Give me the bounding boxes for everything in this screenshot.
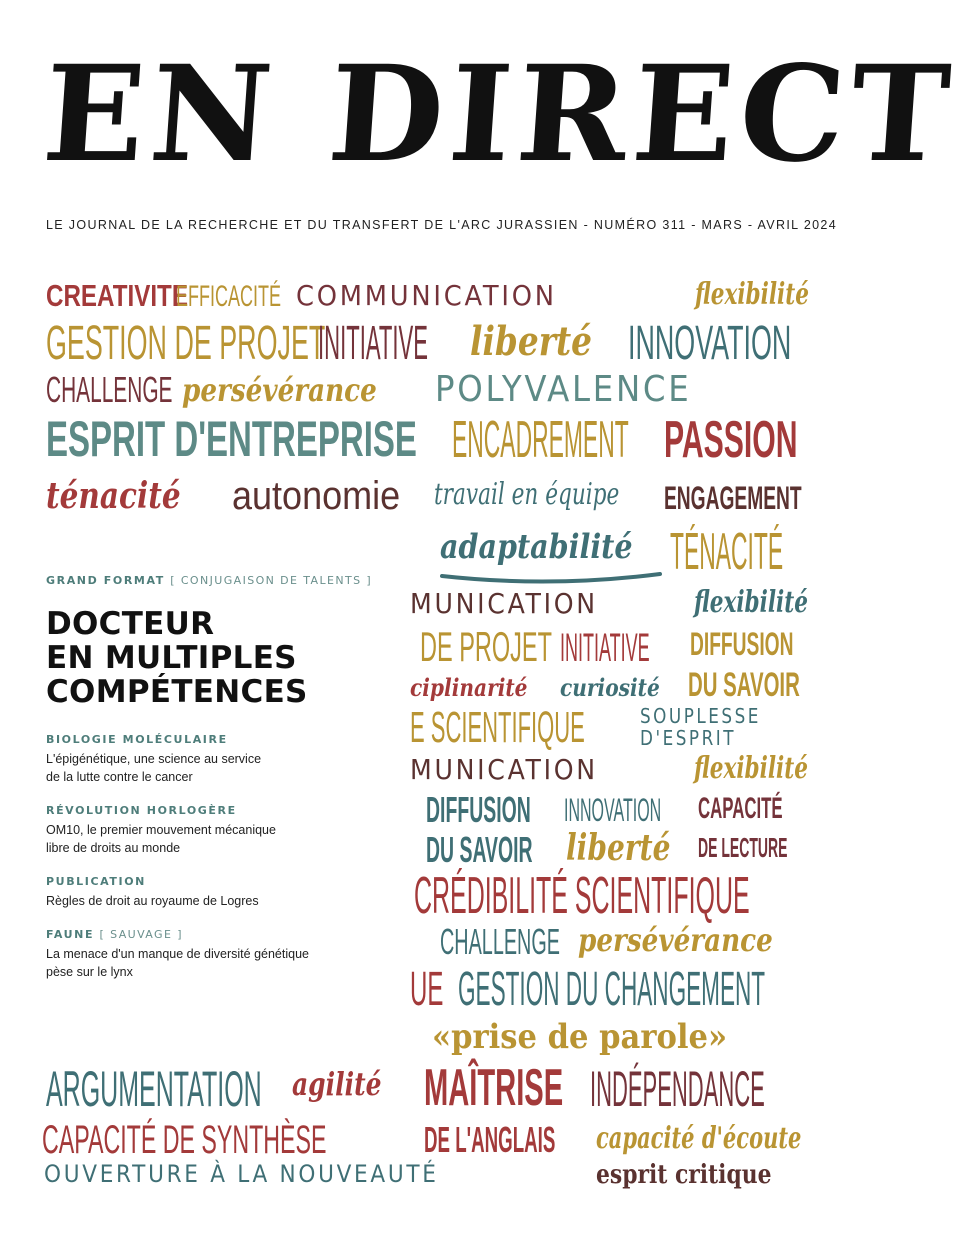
cloud-word: esprit critique [596, 1160, 772, 1190]
cloud-word: travail en équipe [434, 477, 620, 512]
item-line: L'épigénétique, une science au service [46, 752, 262, 766]
cloud-word: INITIATIVE [560, 626, 650, 670]
item-category [46, 928, 386, 941]
cloud-word: adaptabilité [440, 527, 633, 567]
contents-item[interactable] [46, 875, 386, 910]
feature-block [46, 574, 386, 981]
item-title [46, 750, 386, 786]
cloud-word: DIFFUSION [690, 626, 794, 662]
cloud-word: ESPRIT D'ENTREPRISE [46, 411, 417, 467]
item-category-sub: [ SAUVAGE ] [99, 928, 183, 941]
cloud-word: DE LECTURE [698, 832, 788, 863]
cloud-word: D'ESPRIT [640, 726, 737, 750]
cloud-word: CRÉDIBILITÉ SCIENTIFIQUE [414, 867, 750, 925]
item-line: pèse sur le lynx [46, 965, 133, 979]
cloud-word: capacité d'écoute [596, 1121, 802, 1156]
headline-line: COMPÉTENCES [46, 674, 308, 710]
cloud-word: DE PROJET [420, 623, 552, 670]
cloud-word: ténacité [46, 475, 181, 517]
cloud-word: CAPACITÉ [698, 792, 783, 825]
item-line: La menace d'un manque de diversité génétique [46, 947, 309, 961]
cloud-word: TÉNACITÉ [670, 523, 784, 581]
contents-item[interactable] [46, 804, 386, 857]
cloud-word: EFFICACITÉ [176, 280, 282, 313]
item-line: libre de droits au monde [46, 841, 181, 855]
cloud-word: GESTION DU CHANGEMENT [458, 963, 766, 1016]
item-category: BIOLOGIE MOLÉCULAIRE [46, 733, 228, 746]
cloud-word: INNOVATION [564, 792, 662, 828]
item-category-label: FAUNE [46, 928, 95, 941]
cloud-word: persévérance [578, 921, 773, 959]
cloud-word: liberté [566, 827, 671, 869]
cloud-word: POLYVALENCE [435, 369, 692, 410]
cloud-word: flexibilité [695, 277, 809, 312]
item-title [46, 945, 386, 981]
cloud-word: UE [410, 963, 444, 1016]
item-title [46, 821, 386, 857]
headline-line: EN MULTIPLES [46, 640, 297, 676]
cloud-word: ENCADREMENT [452, 411, 629, 469]
cloud-word: ciplinarité [410, 673, 528, 702]
item-title [46, 892, 386, 910]
cloud-word: DU SAVOIR [426, 829, 533, 870]
cloud-word: DU SAVOIR [688, 666, 800, 704]
cloud-word: CAPACITÉ DE SYNTHÈSE [42, 1118, 327, 1162]
cloud-word: OUVERTURE À LA NOUVEAUTÉ [44, 1160, 439, 1188]
cloud-word: autonomie [232, 474, 401, 518]
cloud-word: DE L'ANGLAIS [424, 1119, 556, 1160]
masthead-logo: EN DIRECT [38, 37, 961, 192]
feature-kicker-label: GRAND FORMAT [46, 574, 165, 587]
feature-kicker-sub: [ CONJUGAISON DE TALENTS ] [170, 574, 373, 587]
cloud-word: INDÉPENDANCE [590, 1061, 765, 1117]
contents-item[interactable] [46, 733, 386, 786]
cloud-word: flexibilité [694, 585, 808, 620]
cloud-word: ARGUMENTATION [46, 1061, 262, 1117]
item-line: OM10, le premier mouvement mécanique [46, 823, 276, 837]
cloud-word: MAÎTRISE [424, 1059, 564, 1117]
cloud-word: CREATIVITE [46, 278, 188, 313]
cloud-word: agilité [292, 1065, 382, 1103]
item-category: RÉVOLUTION HORLOGÈRE [46, 804, 237, 817]
feature-kicker [46, 574, 386, 587]
cloud-word: curiosité [560, 673, 660, 702]
cloud-word: INITIATIVE [318, 317, 429, 370]
cloud-word: liberté [470, 318, 593, 365]
swash-underline [440, 570, 662, 584]
cloud-word: «prise de parole» [432, 1017, 728, 1057]
cloud-word: E SCIENTIFIQUE [410, 703, 585, 752]
cloud-word: MUNICATION [410, 587, 598, 620]
cloud-word: flexibilité [694, 751, 808, 786]
cloud-word: CHALLENGE [46, 369, 173, 410]
cloud-word: SOUPLESSE [640, 704, 761, 728]
cloud-word: GESTION DE PROJET [46, 317, 326, 370]
cloud-word: INNOVATION [628, 317, 792, 370]
cloud-word: ENGAGEMENT [664, 480, 802, 516]
item-category: PUBLICATION [46, 875, 146, 888]
feature-headline[interactable] [46, 607, 386, 709]
cloud-word: persévérance [182, 371, 377, 409]
contents-item[interactable] [46, 928, 386, 981]
headline-line: DOCTEUR [46, 606, 215, 642]
cloud-word: COMMUNICATION [296, 279, 557, 312]
cloud-word: DIFFUSION [426, 789, 531, 830]
item-line: Règles de droit au royaume de Logres [46, 894, 259, 908]
cloud-word: CHALLENGE [440, 921, 560, 962]
masthead-tagline: LE JOURNAL DE LA RECHERCHE ET DU TRANSFERT DE L'ARC JURASSIEN - NUMÉRO 311 - MARS - AVRIL 2024 [46, 218, 838, 232]
cloud-word: PASSION [664, 411, 798, 469]
cloud-word: MUNICATION [410, 753, 598, 786]
item-line: de la lutte contre le cancer [46, 770, 193, 784]
